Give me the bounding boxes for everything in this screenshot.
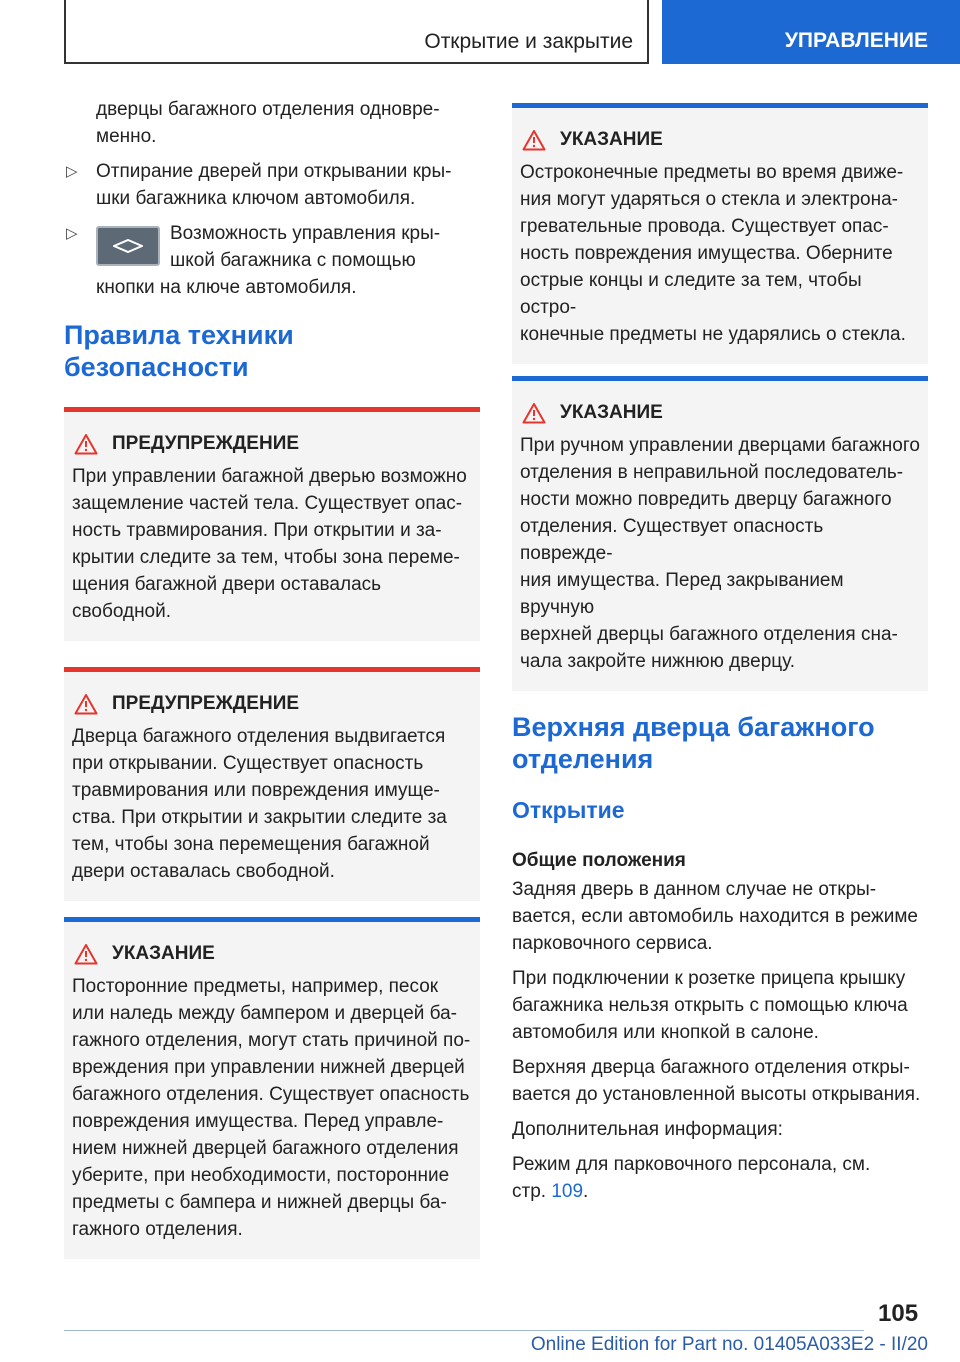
warning-triangle-icon [74,943,98,965]
note-line: чала закройте нижнюю дверцу. [520,651,796,672]
warning-line: щения багажной двери оставалась [72,574,382,595]
right-column [512,103,928,1213]
paragraph-line: Режим для парковочного персонала, см. [512,1154,871,1175]
warning-line: крытии следите за тем, чтобы зона переме- [72,547,460,568]
header-section-box [64,0,649,64]
list-item [64,220,480,301]
bullet-arrow-icon: ▷ [66,163,78,180]
list-item [64,158,480,212]
page-ref-suffix: . [583,1181,589,1202]
warning-header [72,430,472,457]
note-line: гревательные провода. Существует опас- [520,216,889,237]
note-line: гажного отделения. [72,1219,243,1240]
warning-line: защемление частей тела. Существует опас- [72,493,463,514]
warning-line: Дверца багажного отделения выдвигается [72,726,446,747]
chapter-tab[interactable] [662,0,960,64]
warning-box [64,667,480,901]
warning-line: травмирования или повреждения имуще- [72,780,440,801]
paragraph-line [512,1178,928,1205]
note-line: отделения в неправильной последователь- [520,462,904,483]
note-header [72,940,472,967]
warning-line: тем, чтобы зона перемещения багажной [72,834,430,855]
warning-line: при открывании. Существует опасность [72,753,424,774]
paragraph-line: вается, если автомобиль находится в режиме [512,906,918,927]
warning-line: двери оставалась свободной. [72,861,335,882]
subsection-heading: Открытие [512,797,625,823]
intro-line: дверцы багажного отделения одновре- [96,99,440,120]
footer-edition: Online Edition for Part no. 01405A033E2 - II/20 [530,1334,928,1355]
paragraph [512,965,928,1046]
note-header [520,399,920,426]
note-box [512,376,928,691]
section-heading-line: Верхняя дверца багажного [512,712,875,742]
warning-triangle-icon [522,402,546,424]
paragraph-line: вается до установленной высоты открывания. [512,1084,921,1105]
list-item-line: Отпирание дверей при открывании кры- [96,161,452,182]
note-box [64,917,480,1259]
note-line: нием нижней дверцей багажного отделения [72,1138,459,1159]
section-title: Открытие и закрытие [424,30,633,53]
list-item-line: шки багажника ключом автомобиля. [96,188,416,209]
warning-title: ПРЕДУПРЕЖДЕНИЕ [112,433,300,454]
paragraph-line: автомобиля или кнопкой в салоне. [512,1022,819,1043]
note-text [520,159,920,348]
paragraph-line: багажника нельзя открыть с помощью ключа [512,995,908,1016]
section-heading: Правила техники безопасности [64,320,294,382]
warning-triangle-icon [74,693,98,715]
note-box [512,103,928,364]
bullet-arrow-icon: ▷ [66,225,78,242]
left-column [64,96,480,1259]
chapter-title: УПРАВЛЕНИЕ [784,29,928,52]
warning-line: При управлении багажной дверью возможно [72,466,467,487]
footer-divider [64,1330,864,1331]
paragraph-heading: Общие положения [512,850,686,871]
note-line: конечные предметы не ударялись о стекла. [520,324,906,345]
paragraph-line: Верхняя дверца багажного отделения откры- [512,1057,910,1078]
warning-box [64,407,480,641]
warning-text [72,463,472,625]
note-line: вреждения при управлении нижней дверцей [72,1057,465,1078]
warning-line: ность травмирования. При открытии и за- [72,520,442,541]
warning-title: ПРЕДУПРЕЖДЕНИЕ [112,693,300,714]
paragraph-line: При подключении к розетке прицепа крышку [512,968,906,989]
note-line: гажного отделения, могут стать причиной по- [72,1030,471,1051]
list-item-line: Возможность управления кры- [170,223,441,244]
paragraph: Дополнительная информация: [512,1119,783,1140]
warning-line: ства. При открытии и закрытии следите за [72,807,447,828]
note-line: предметы с бампера и нижней дверцы ба- [72,1192,447,1213]
section-heading [512,711,928,775]
note-line: Остроконечные предметы во время движе- [520,162,904,183]
page-ref-prefix: стр. [512,1181,552,1202]
note-line: При ручном управлении дверцами багажного [520,435,920,456]
intro-line: менно. [96,126,157,147]
note-title: УКАЗАНИЕ [560,129,663,150]
note-title: УКАЗАНИЕ [112,943,215,964]
key-button-icon [96,226,160,266]
note-title: УКАЗАНИЕ [560,402,663,423]
note-line: отделения. Существует опасность поврежде- [520,516,824,564]
warning-text [72,723,472,885]
note-line: ности можно повредить дверцу багажного [520,489,892,510]
note-line: повреждения имущества. Перед управле- [72,1111,444,1132]
warning-triangle-icon [522,129,546,151]
paragraph-line: парковочного сервиса. [512,933,713,954]
note-line: ность повреждения имущества. Оберните [520,243,893,264]
note-line: багажного отделения. Существует опасность [72,1084,470,1105]
page-reference-link[interactable]: 109 [551,1181,584,1202]
note-line: верхней дверцы багажного отделения сна- [520,624,898,645]
note-line: или наледь между бампером и дверцей ба- [72,1003,458,1024]
warning-header [72,690,472,717]
paragraph-line: Задняя дверь в данном случае не откры- [512,879,877,900]
note-header [520,126,920,153]
paragraph [512,1054,928,1108]
note-line: Посторонние предметы, например, песок [72,976,439,997]
list-item-line: шкой багажника с помощью [170,250,416,271]
note-line: острые концы и следите за тем, чтобы остро- [520,270,862,318]
paragraph [512,876,928,957]
warning-line: свободной. [72,601,172,622]
note-text [72,973,472,1243]
page-number: 105 [878,1300,919,1327]
intro-text [64,96,480,150]
section-heading-line: отделения [512,744,654,774]
list-item-line: кнопки на ключе автомобиля. [96,277,357,298]
warning-triangle-icon [74,433,98,455]
paragraph [512,1151,928,1205]
note-line: ния могут ударяться о стекла и электрона- [520,189,898,210]
note-text [520,432,920,675]
note-line: уберите, при необходимости, посторонние [72,1165,450,1186]
note-line: ния имущества. Перед закрыванием вручную [520,570,844,618]
